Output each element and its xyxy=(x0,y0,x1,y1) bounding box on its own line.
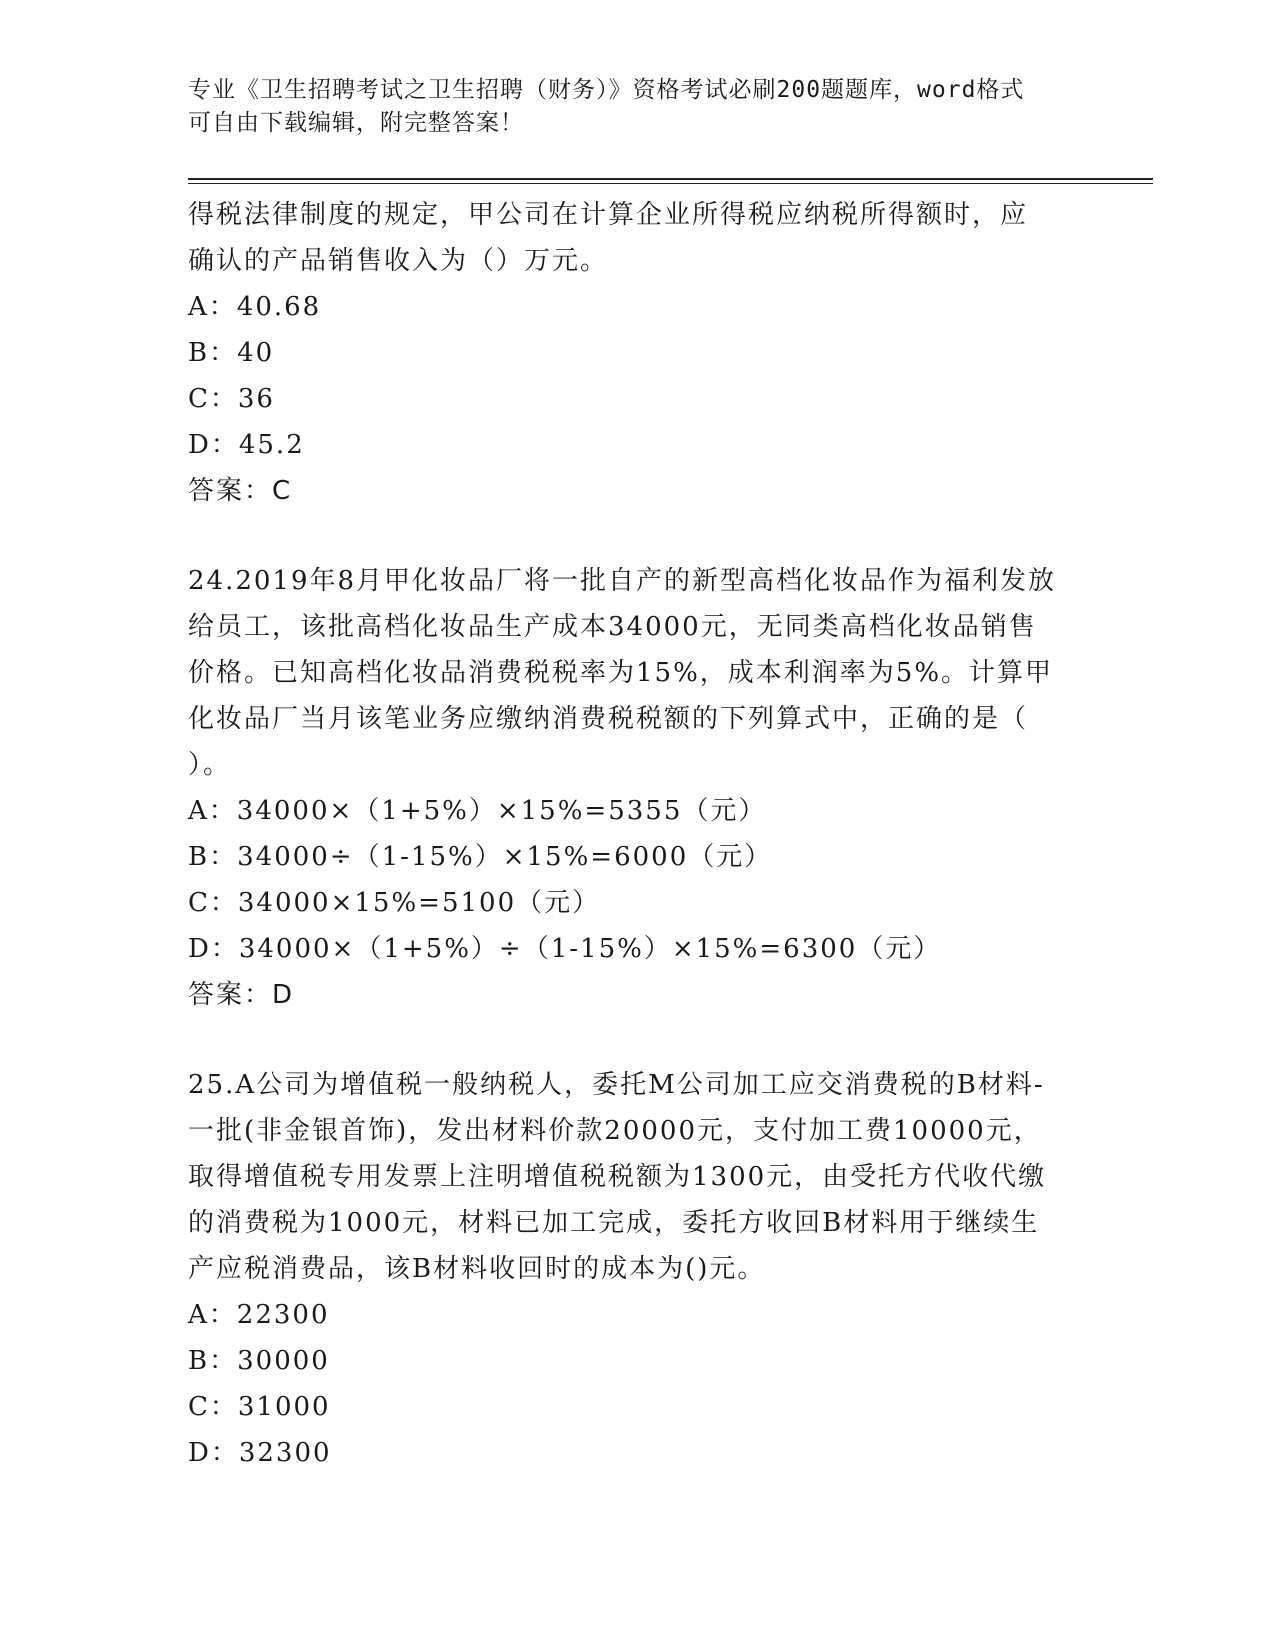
option-a: A：40.68 xyxy=(188,292,322,322)
option-d: D：45.2 xyxy=(188,430,305,460)
spacer xyxy=(188,514,1088,558)
header-divider-thin xyxy=(188,183,1153,184)
question-text-line: 取得增值税专用发票上注明增值税税额为1300元，由受托方代收代缴 xyxy=(188,1162,1047,1192)
question-24 xyxy=(188,558,1088,1018)
option-d: D：32300 xyxy=(188,1438,332,1468)
option-b: B：30000 xyxy=(188,1346,330,1376)
question-text-line: 产应税消费品，该B材料收回时的成本为()元。 xyxy=(188,1254,766,1284)
question-text-line: 一批(非金银首饰)，发出材料价款20000元，支付加工费10000元， xyxy=(188,1116,1042,1146)
option-b: B：34000÷（1-15%）×15%=6000（元） xyxy=(188,842,773,872)
header-divider-thick xyxy=(188,178,1153,180)
question-text-line: 价格。已知高档化妆品消费税税率为15%，成本利润率为5%。计算甲 xyxy=(188,658,1054,688)
answer-label: 答案：C xyxy=(188,476,293,506)
option-b: B：40 xyxy=(188,338,275,368)
spacer xyxy=(188,1018,1088,1062)
option-a: A：22300 xyxy=(188,1300,330,1330)
question-text-line: 确认的产品销售收入为（）万元。 xyxy=(188,246,609,276)
option-d: D：34000×（1+5%）÷（1-15%）×15%=6300（元） xyxy=(188,934,942,964)
header-line-2: 可自由下载编辑，附完整答案！ xyxy=(188,110,524,136)
answer-label: 答案：D xyxy=(188,980,295,1010)
option-c: C：36 xyxy=(188,384,275,414)
option-c: C：34000×15%=5100（元） xyxy=(188,888,601,918)
question-25 xyxy=(188,1062,1088,1476)
question-text-line: 24.2019年8月甲化妆品厂将一批自产的新型高档化妆品作为福利发放 xyxy=(188,566,1057,596)
question-text-line: 给员工，该批高档化妆品生产成本34000元，无同类高档化妆品销售 xyxy=(188,612,1037,642)
header-line-1: 专业《卫生招聘考试之卫生招聘（财务）》资格考试必刷200题题库，word格式 xyxy=(188,77,1025,103)
question-text-line: 得税法律制度的规定，甲公司在计算企业所得税应纳税所得额时，应 xyxy=(188,200,1029,230)
question-23 xyxy=(188,192,1088,514)
option-a: A：34000×（1+5%）×15%=5355（元） xyxy=(188,796,767,826)
question-text-line: 化妆品厂当月该笔业务应缴纳消费税税额的下列算式中，正确的是（ xyxy=(188,704,1029,734)
question-text-line: ）。 xyxy=(188,750,232,780)
question-content xyxy=(188,192,1088,1476)
option-c: C：31000 xyxy=(188,1392,331,1422)
question-text-line: 的消费税为1000元，材料已加工完成，委托方收回B材料用于继续生 xyxy=(188,1208,1040,1238)
question-text-line: 25.A公司为增值税一般纳税人，委托M公司加工应交消费税的B材料- xyxy=(188,1070,1045,1100)
document-header xyxy=(188,74,1068,140)
